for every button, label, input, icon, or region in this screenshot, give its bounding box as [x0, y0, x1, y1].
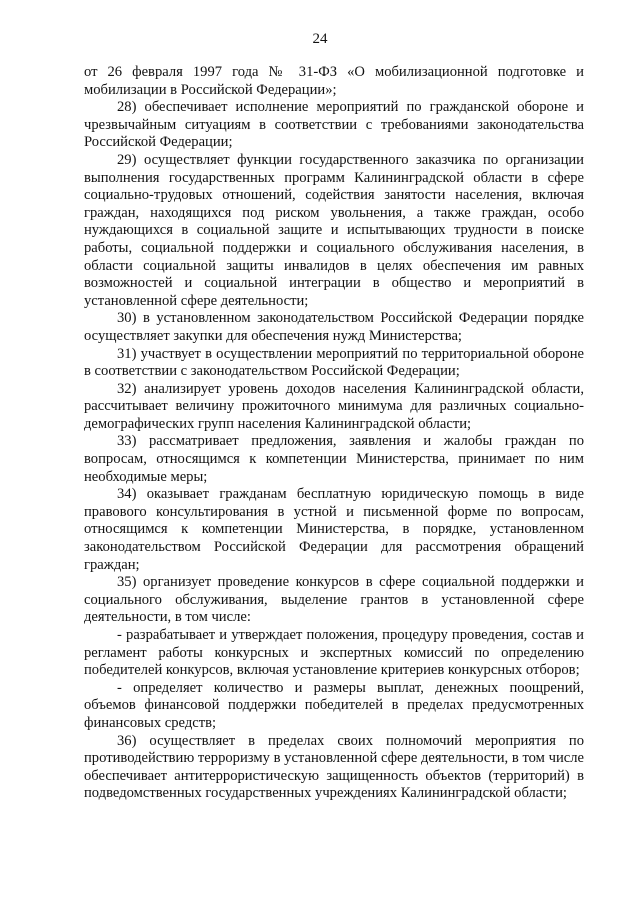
- paragraph-subitem-35-a: - разрабатывает и утверждает положения, процедуру проведения, состав и регламент работы конкурсных и экспертных комиссий по определению победителей конкурсов, включая установление критериев конкурсных отборов;: [84, 627, 584, 679]
- paragraph-item-35: 35) организует проведение конкурсов в сфере социальной поддержки и социального обслуживания, выделение грантов в установленной сфере деятельности, в том числе:: [84, 574, 584, 626]
- paragraph-item-31: 31) участвует в осуществлении мероприятий по территориальной обороне в соответствии с законодательством Российской Федерации;: [84, 345, 584, 380]
- paragraph-item-29: 29) осуществляет функции государственного заказчика по организации выполнения государственных программ Калининградской области в сфере социально-трудовых отношений, содействия занятости населения, включая граждан, находящихся под риском увольнения, а также граждан, особо нуждающихся в социальной защите и испытывающих трудности в поиске работы, социальной поддержки и социального обслуживания населения, в области социальной защиты инвалидов в целях обеспечения им равных возможностей и социальной интеграции в общество и мероприятий в установленной сфере деятельности;: [84, 151, 584, 309]
- paragraph-item-34: 34) оказывает гражданам бесплатную юридическую помощь в виде правового консультирования в устной и письменной форме по вопросам, относящимся к компетенции Министерства, в порядке, установленном законодательством Российской Федерации для рассмотрения обращений граждан;: [84, 486, 584, 573]
- paragraph-item-36: 36) осуществляет в пределах своих полномочий мероприятия по противодействию терроризму в установленной сфере деятельности, в том числе обеспечивает антитеррористическую защищенность объектов (территорий) в подведомственных государственных учреждениях Калининградской области;: [84, 732, 584, 802]
- paragraph-continuation: от 26 февраля 1997 года № 31-ФЗ «О мобилизационной подготовке и мобилизации в Российской Федерации»;: [84, 64, 584, 98]
- page-number: 24: [312, 31, 328, 47]
- document-body: [84, 64, 584, 803]
- paragraph-item-32: 32) анализирует уровень доходов населения Калининградской области, рассчитывает величину прожиточного минимума для различных социально-демографических групп населения Калининградской области;: [84, 380, 584, 432]
- paragraph-subitem-35-b: - определяет количество и размеры выплат, денежных поощрений, объемов финансовой поддержки победителей в пределах предусмотренных финансовых средств;: [84, 679, 584, 731]
- paragraph-item-28: 28) обеспечивает исполнение мероприятий по гражданской обороне и чрезвычайным ситуациям в соответствии с требованиями законодательства Российской Федерации;: [84, 99, 584, 151]
- paragraph-item-30: 30) в установленном законодательством Российской Федерации порядке осуществляет закупки для обеспечения нужд Министерства;: [84, 310, 584, 344]
- paragraph-item-33: 33) рассматривает предложения, заявления и жалобы граждан по вопросам, относящимся к компетенции Министерства, принимает по ним необходимые меры;: [84, 433, 584, 485]
